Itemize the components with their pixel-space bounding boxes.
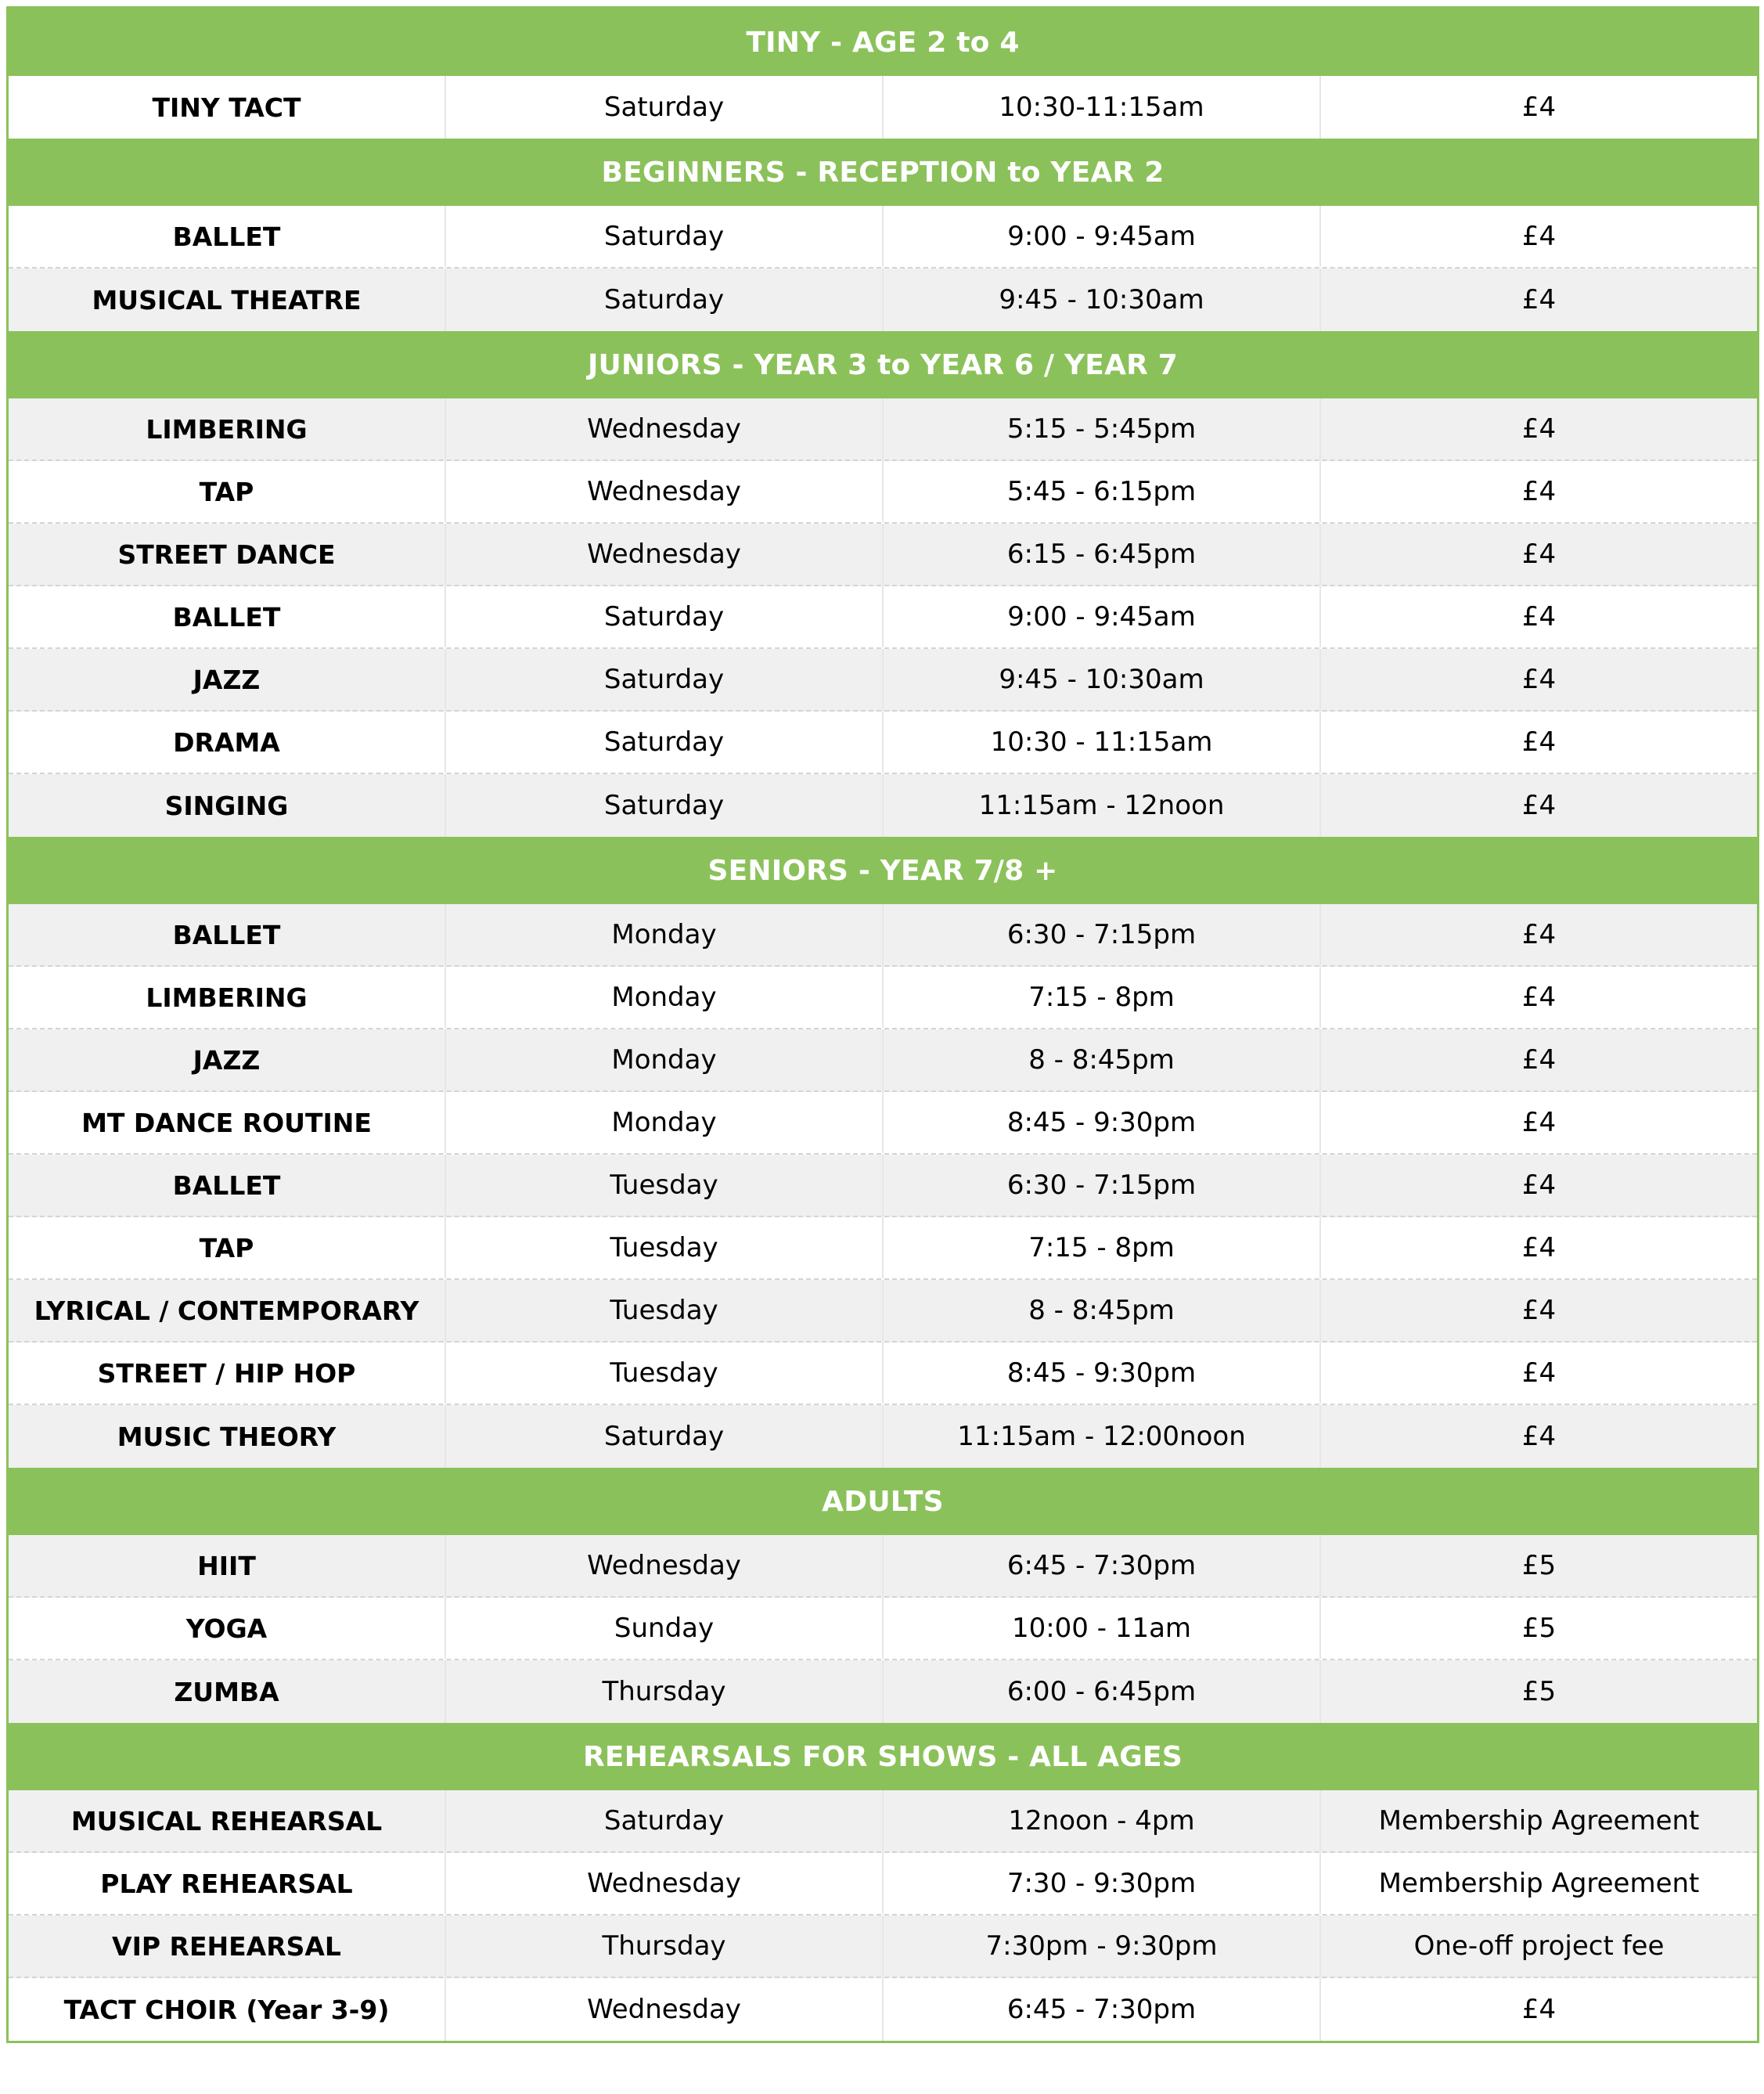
- price-cell: £4: [1521, 92, 1557, 123]
- class-name-cell: BALLET: [9, 586, 446, 647]
- table-row: [9, 1598, 1757, 1660]
- time-cell: 7:15 - 8pm: [884, 967, 1321, 1028]
- time-cell: 6:15 - 6:45pm: [884, 524, 1321, 585]
- time-cell: 6:30 - 7:15pm: [884, 904, 1321, 965]
- day-cell: Monday: [446, 904, 884, 965]
- section-header: SENIORS - YEAR 7/8 +: [9, 837, 1757, 904]
- day-cell: Saturday: [446, 1405, 884, 1468]
- time-cell: 12noon - 4pm: [884, 1790, 1321, 1851]
- table-row: [9, 1343, 1757, 1405]
- price-cell: £4: [1521, 1421, 1557, 1452]
- price-cell: £5: [1521, 1613, 1557, 1644]
- day-cell: Thursday: [446, 1660, 884, 1723]
- section-header: JUNIORS - YEAR 3 to YEAR 6 / YEAR 7: [9, 331, 1757, 398]
- time-cell: 9:00 - 9:45am: [884, 206, 1321, 267]
- day-cell: Monday: [446, 1029, 884, 1090]
- time-cell: 8 - 8:45pm: [884, 1280, 1321, 1341]
- price-cell: £4: [1521, 726, 1557, 758]
- price-cell: Membership Agreement: [1378, 1868, 1700, 1899]
- price-cell: £4: [1521, 1994, 1557, 2025]
- day-cell: Wednesday: [446, 461, 884, 522]
- day-cell: Saturday: [446, 586, 884, 647]
- table-row: [9, 649, 1757, 712]
- table-row: [9, 398, 1757, 461]
- day-cell: Wednesday: [446, 398, 884, 460]
- class-name-cell: STREET / HIP HOP: [9, 1343, 446, 1404]
- time-cell: 9:00 - 9:45am: [884, 586, 1321, 647]
- time-cell: 6:30 - 7:15pm: [884, 1155, 1321, 1216]
- section-header: BEGINNERS - RECEPTION to YEAR 2: [9, 139, 1757, 206]
- day-cell: Wednesday: [446, 1535, 884, 1596]
- table-row: [9, 1535, 1757, 1598]
- day-cell: Tuesday: [446, 1217, 884, 1278]
- class-name-cell: BALLET: [9, 206, 446, 267]
- table-row: [9, 269, 1757, 331]
- time-cell: 11:15am - 12:00noon: [884, 1405, 1321, 1468]
- table-row: [9, 1853, 1757, 1916]
- class-name-cell: MUSICAL REHEARSAL: [9, 1790, 446, 1851]
- price-cell: £4: [1521, 539, 1557, 570]
- table-row: [9, 1978, 1757, 2041]
- day-cell: Saturday: [446, 269, 884, 331]
- table-row: [9, 524, 1757, 586]
- section-header: TINY - AGE 2 to 4: [9, 9, 1757, 76]
- class-name-cell: STREET DANCE: [9, 524, 446, 585]
- class-name-cell: HIIT: [9, 1535, 446, 1596]
- table-row: [9, 1405, 1757, 1468]
- table-row: [9, 1217, 1757, 1280]
- table-row: [9, 586, 1757, 649]
- class-name-cell: SINGING: [9, 774, 446, 837]
- table-row: [9, 1280, 1757, 1343]
- section-header: ADULTS: [9, 1468, 1757, 1535]
- price-cell: £4: [1521, 664, 1557, 695]
- table-row: [9, 1092, 1757, 1155]
- time-cell: 8:45 - 9:30pm: [884, 1092, 1321, 1153]
- class-name-cell: TAP: [9, 1217, 446, 1278]
- price-cell: £4: [1521, 1357, 1557, 1389]
- day-cell: Sunday: [446, 1598, 884, 1659]
- time-cell: 6:45 - 7:30pm: [884, 1978, 1321, 2041]
- class-name-cell: BALLET: [9, 904, 446, 965]
- price-cell: £4: [1521, 221, 1557, 252]
- class-name-cell: PLAY REHEARSAL: [9, 1853, 446, 1914]
- price-cell: £4: [1521, 982, 1557, 1013]
- day-cell: Saturday: [446, 1790, 884, 1851]
- time-cell: 6:45 - 7:30pm: [884, 1535, 1321, 1596]
- day-cell: Monday: [446, 1092, 884, 1153]
- time-cell: 10:30 - 11:15am: [884, 712, 1321, 773]
- day-cell: Monday: [446, 967, 884, 1028]
- table-row: [9, 712, 1757, 774]
- class-name-cell: TACT CHOIR (Year 3-9): [9, 1978, 446, 2041]
- class-name-cell: JAZZ: [9, 1029, 446, 1090]
- table-row: [9, 1790, 1757, 1853]
- price-cell: £4: [1521, 790, 1557, 821]
- time-cell: 5:15 - 5:45pm: [884, 398, 1321, 460]
- time-cell: 10:00 - 11am: [884, 1598, 1321, 1659]
- table-row: [9, 1660, 1757, 1723]
- price-cell: £4: [1521, 919, 1557, 950]
- price-cell: £4: [1521, 1232, 1557, 1263]
- table-row: [9, 1029, 1757, 1092]
- table-row: [9, 774, 1757, 837]
- table-row: [9, 1916, 1757, 1978]
- time-cell: 5:45 - 6:15pm: [884, 461, 1321, 522]
- price-cell: £4: [1521, 476, 1557, 507]
- day-cell: Wednesday: [446, 1853, 884, 1914]
- class-name-cell: LIMBERING: [9, 967, 446, 1028]
- price-cell: £5: [1521, 1550, 1557, 1581]
- class-name-cell: VIP REHEARSAL: [9, 1916, 446, 1977]
- price-cell: £4: [1521, 1295, 1557, 1326]
- class-name-cell: BALLET: [9, 1155, 446, 1216]
- day-cell: Saturday: [446, 649, 884, 710]
- table-row: [9, 967, 1757, 1029]
- table-row: [9, 461, 1757, 524]
- time-cell: 7:30 - 9:30pm: [884, 1853, 1321, 1914]
- day-cell: Thursday: [446, 1916, 884, 1977]
- class-name-cell: MUSIC THEORY: [9, 1405, 446, 1468]
- price-cell: One-off project fee: [1413, 1930, 1665, 1962]
- time-cell: 10:30-11:15am: [884, 76, 1321, 139]
- price-cell: £4: [1521, 413, 1557, 445]
- class-timetable: [6, 6, 1759, 2043]
- day-cell: Wednesday: [446, 1978, 884, 2041]
- day-cell: Saturday: [446, 712, 884, 773]
- class-name-cell: JAZZ: [9, 649, 446, 710]
- table-row: [9, 76, 1757, 139]
- day-cell: Tuesday: [446, 1343, 884, 1404]
- table-row: [9, 206, 1757, 269]
- section-header: REHEARSALS FOR SHOWS - ALL AGES: [9, 1723, 1757, 1790]
- class-name-cell: YOGA: [9, 1598, 446, 1659]
- time-cell: 7:30pm - 9:30pm: [884, 1916, 1321, 1977]
- time-cell: 9:45 - 10:30am: [884, 649, 1321, 710]
- day-cell: Wednesday: [446, 524, 884, 585]
- time-cell: 9:45 - 10:30am: [884, 269, 1321, 331]
- day-cell: Saturday: [446, 774, 884, 837]
- class-name-cell: ZUMBA: [9, 1660, 446, 1723]
- table-row: [9, 904, 1757, 967]
- day-cell: Tuesday: [446, 1280, 884, 1341]
- time-cell: 8 - 8:45pm: [884, 1029, 1321, 1090]
- class-name-cell: DRAMA: [9, 712, 446, 773]
- price-cell: £4: [1521, 1044, 1557, 1076]
- table-row: [9, 1155, 1757, 1217]
- class-name-cell: MT DANCE ROUTINE: [9, 1092, 446, 1153]
- time-cell: 6:00 - 6:45pm: [884, 1660, 1321, 1723]
- class-name-cell: LIMBERING: [9, 398, 446, 460]
- day-cell: Saturday: [446, 76, 884, 139]
- class-name-cell: MUSICAL THEATRE: [9, 269, 446, 331]
- time-cell: 8:45 - 9:30pm: [884, 1343, 1321, 1404]
- time-cell: 11:15am - 12noon: [884, 774, 1321, 837]
- day-cell: Saturday: [446, 206, 884, 267]
- class-name-cell: LYRICAL / CONTEMPORARY: [9, 1280, 446, 1341]
- class-name-cell: TAP: [9, 461, 446, 522]
- price-cell: Membership Agreement: [1378, 1805, 1700, 1836]
- time-cell: 7:15 - 8pm: [884, 1217, 1321, 1278]
- class-name-cell: TINY TACT: [9, 76, 446, 139]
- price-cell: £5: [1521, 1676, 1557, 1707]
- day-cell: Tuesday: [446, 1155, 884, 1216]
- price-cell: £4: [1521, 1107, 1557, 1138]
- price-cell: £4: [1521, 601, 1557, 633]
- price-cell: £4: [1521, 1170, 1557, 1201]
- price-cell: £4: [1521, 284, 1557, 315]
